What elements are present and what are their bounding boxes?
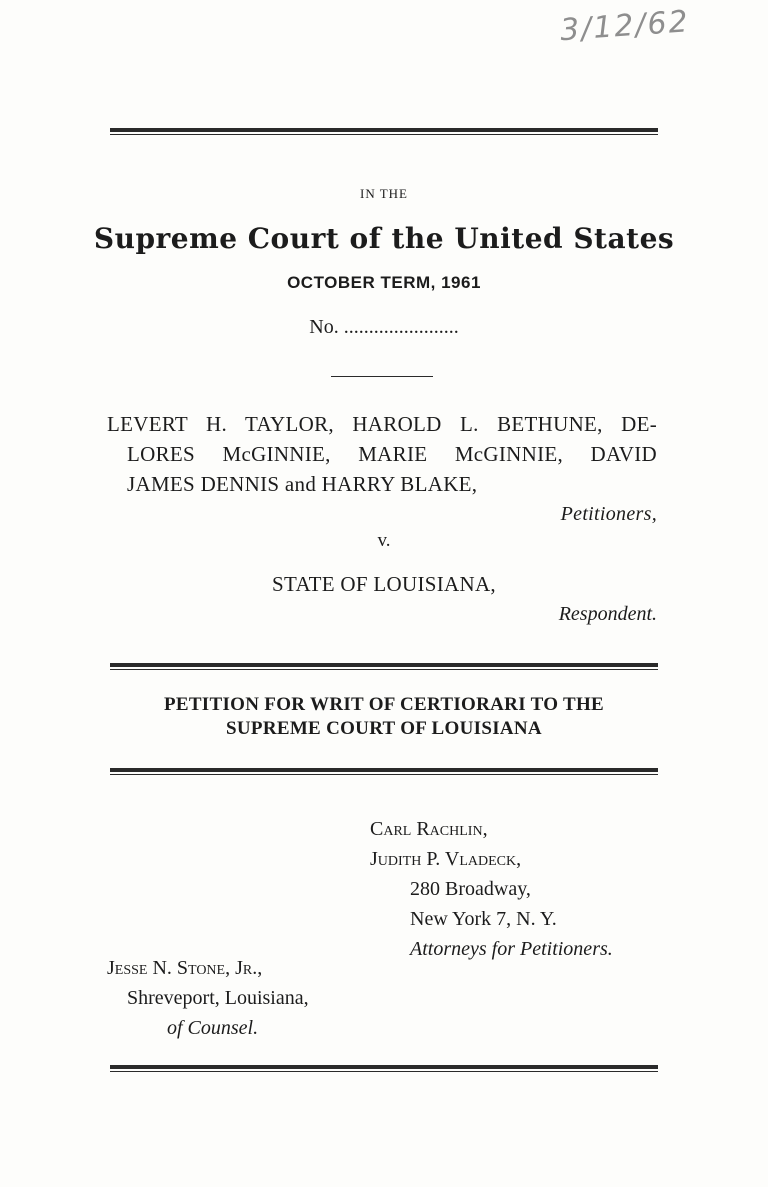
petitioner-line: LEVERT H. TAYLOR, HAROLD L. BETHUNE, DE- <box>107 412 657 436</box>
petitioners-block <box>107 409 657 529</box>
short-divider <box>331 376 433 377</box>
petitioner-line: LORES McGINNIE, MARIE McGINNIE, DAVID <box>127 442 657 466</box>
rule-thick-line <box>110 663 658 667</box>
rule-thick-line <box>110 1065 658 1069</box>
lower-title-rule <box>110 768 658 775</box>
rule-thin-line <box>110 1071 658 1072</box>
upper-title-rule <box>110 663 658 670</box>
in-the-label: IN THE <box>359 186 408 201</box>
petition-title <box>110 693 658 741</box>
top-rule <box>110 128 658 135</box>
term-label: OCTOBER TERM, 1961 <box>287 273 481 292</box>
rule-thin-line <box>110 134 658 135</box>
attorneys-block <box>370 814 660 964</box>
counsel-role: of Counsel. <box>167 1017 259 1039</box>
versus-label: v. <box>377 530 391 551</box>
attorney-name: Carl Rachlin, <box>370 818 488 840</box>
handwritten-date-note: 3/12/62 <box>558 4 691 49</box>
docket-number: No. ....................... <box>309 316 459 338</box>
attorneys-role: Attorneys for Petitioners. <box>410 938 613 960</box>
counsel-city: Shreveport, Louisiana, <box>127 987 309 1009</box>
counsel-name: Jesse N. Stone, Jr., <box>107 957 263 979</box>
rule-thick-line <box>110 768 658 772</box>
petitioners-label: Petitioners, <box>560 503 657 525</box>
rule-thick-line <box>110 128 658 132</box>
attorney-address-line: 280 Broadway, <box>410 878 531 900</box>
attorney-name: Judith P. Vladeck, <box>370 848 522 870</box>
respondent-name: STATE OF LOUISIANA, <box>272 572 496 596</box>
petition-title-line: PETITION FOR WRIT OF CERTIORARI TO THE <box>163 694 605 715</box>
counsel-block <box>107 953 407 1043</box>
petition-title-line: SUPREME COURT OF LOUISIANA <box>226 718 542 739</box>
rule-thin-line <box>110 774 658 775</box>
respondent-label: Respondent. <box>558 603 657 625</box>
rule-thin-line <box>110 669 658 670</box>
bottom-rule <box>110 1065 658 1072</box>
attorney-address-line: New York 7, N. Y. <box>410 908 557 930</box>
court-name-title: Supreme Court of the United States <box>93 222 675 255</box>
petitioner-line: JAMES DENNIS and HARRY BLAKE, <box>127 472 478 496</box>
